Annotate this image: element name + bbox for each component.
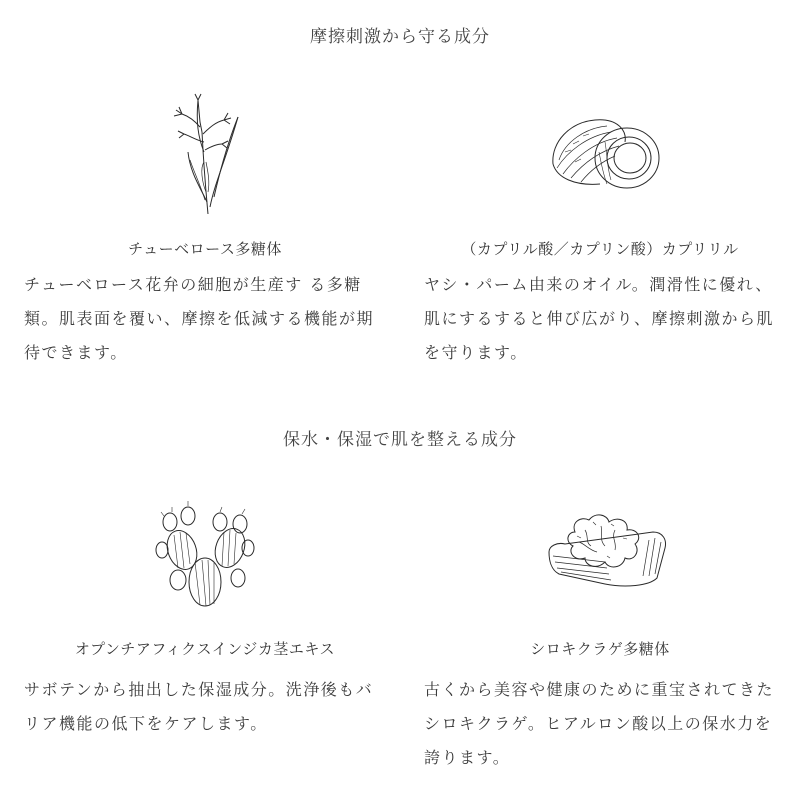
ingredient-name-opuntia: オプンチアフィクスインジカ茎エキス [74, 640, 336, 658]
tuberose-flower-icon [160, 92, 250, 217]
ingredient-name-jelly-fungus: シロキクラゲ多糖体 [530, 640, 670, 658]
ingredient-description-jelly-fungus: 古くから美容や健康のために重宝されてきたシロキクラゲ。ヒアルロン酸以上の保水力を誇ります。 [424, 680, 775, 767]
section-title-friction: 摩擦刺激から守る成分 [310, 27, 490, 47]
white-jelly-fungus-icon [545, 512, 670, 592]
coconut-icon [545, 112, 665, 192]
section-title-moisture: 保水・保湿で肌を整える成分 [283, 430, 517, 450]
ingredient-name-tuberose: チューベロース多糖体 [128, 240, 282, 258]
ingredient-description-caprylyl: ヤシ・パーム由来のオイル。潤滑性に優れ、肌にするすると伸び広がり、摩擦刺激から肌を守ります。 [424, 275, 775, 362]
ingredient-name-caprylyl: （カプリル酸／カプリン酸）カプリリル [461, 240, 739, 258]
ingredient-description-opuntia: サボテンから抽出した保湿成分。洗浄後もバリア機能の低下をケアします。 [24, 680, 374, 733]
opuntia-cactus-icon [150, 500, 260, 610]
ingredient-description-tuberose: チューベロース花弁の細胞が生産す る多糖類。肌表面を覆い、摩擦を低減する機能が期待できます。 [24, 275, 375, 362]
